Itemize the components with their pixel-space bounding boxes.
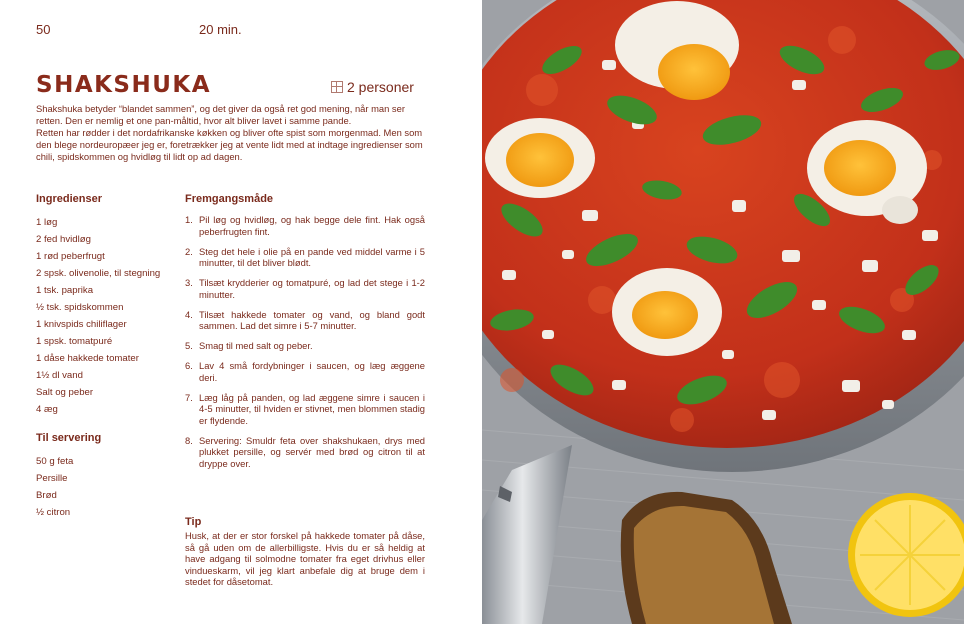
step-number: 5. bbox=[185, 340, 193, 351]
step-text: Pil løg og hvidløg, og hak begge dele fint. Hak også peberfrugten fint. bbox=[199, 214, 425, 237]
ingredient-item: 1 knivspids chiliflager bbox=[36, 319, 127, 330]
intro-paragraph: Retten har rødder i det nordafrikanske køkken og bliver ofte spist som morgenmad. Men som den blege nordeuropæer jeg er, foretrækker jeg at vente lidt med at indtage ingredienser som chili, spidskommen og hvidløg til lidt op ad dagen. bbox=[36, 127, 423, 162]
method-step bbox=[185, 360, 425, 383]
serving-item: ½ citron bbox=[36, 507, 71, 518]
step-text: Steg det hele i olie på en pande ved middel varme i 5 minutter, til det bliver blødt. bbox=[199, 245, 425, 268]
step-number: 8. bbox=[185, 434, 193, 446]
method-step bbox=[185, 435, 425, 470]
ingredients-list bbox=[36, 214, 181, 418]
servings-icon bbox=[331, 81, 343, 93]
egg bbox=[485, 118, 595, 198]
method-step bbox=[185, 309, 425, 332]
ingredient-item: 1 løg bbox=[36, 217, 58, 228]
ingredient-item: ½ tsk. spidskommen bbox=[36, 302, 124, 313]
serving-item: Persille bbox=[36, 473, 68, 484]
step-number: 1. bbox=[185, 214, 193, 225]
method-step bbox=[185, 277, 425, 300]
step-number: 7. bbox=[185, 391, 193, 403]
servings bbox=[331, 79, 414, 95]
ingredient-item: 2 spsk. olivenolie, til stegning bbox=[36, 268, 161, 279]
ingredient-item: 1 spsk. tomatpuré bbox=[36, 336, 113, 347]
step-text: Servering: Smuldr feta over shakshukaen, drys med plukket persille, og servér med brød og citron til at dryppe over. bbox=[199, 434, 425, 469]
intro-paragraph: Shakshuka betyder “blandet sammen”, og det giver da også ret god mening, når man ser retten. Den er nemlig et one pan-måltid, hvor alt bliver lavet i samme pande. bbox=[36, 103, 405, 126]
ingredient-item: 1½ dl vand bbox=[36, 370, 83, 381]
method-step bbox=[185, 214, 425, 237]
serving-list bbox=[36, 453, 181, 521]
ingredient-item: 1 tsk. paprika bbox=[36, 285, 94, 296]
step-text: Læg låg på panden, og lad æggene simre i saucen i 4-5 minutter, til hviden er stivnet, men blommen stadig er flydende. bbox=[199, 391, 425, 426]
egg bbox=[612, 268, 722, 356]
ingredient-item: 1 rød peberfrugt bbox=[36, 251, 105, 262]
serving-heading: Til servering bbox=[36, 432, 102, 444]
step-number: 3. bbox=[185, 277, 193, 288]
step-text: Lav 4 små fordybninger i saucen, og læg æggene deri. bbox=[199, 360, 425, 383]
method-step bbox=[185, 392, 425, 427]
ingredient-item: 4 æg bbox=[36, 404, 58, 415]
page-number: 50 bbox=[36, 22, 51, 37]
serving-item: Brød bbox=[36, 490, 57, 501]
step-text: Tilsæt krydderier og tomatpuré, og lad det stege i 1-2 minutter. bbox=[199, 277, 425, 300]
ingredients-section bbox=[36, 193, 181, 521]
ingredient-item: Salt og peber bbox=[36, 387, 94, 398]
recipe-title: SHAKSHUKA bbox=[36, 72, 212, 98]
recipe-photo bbox=[482, 0, 964, 624]
servings-label: 2 personer bbox=[347, 79, 414, 95]
intro-text bbox=[36, 103, 428, 163]
method-section bbox=[185, 193, 425, 478]
step-number: 2. bbox=[185, 245, 193, 257]
step-text: Tilsæt hakkede tomater og vand, og bland godt sammen. Lad det simre i 5-7 minutter. bbox=[199, 308, 425, 331]
step-text: Smag til med salt og peber. bbox=[199, 340, 313, 351]
method-heading: Fremgangsmåde bbox=[185, 193, 274, 205]
step-number: 6. bbox=[185, 360, 193, 371]
ingredient-item: 1 dåse hakkede tomater bbox=[36, 353, 139, 364]
method-step bbox=[185, 340, 425, 352]
ingredient-item: 2 fed hvidløg bbox=[36, 234, 91, 245]
method-step bbox=[185, 246, 425, 269]
serving-item: 50 g feta bbox=[36, 456, 74, 467]
ingredients-heading: Ingredienser bbox=[36, 193, 103, 205]
tip-section bbox=[185, 516, 425, 588]
step-number: 4. bbox=[185, 308, 193, 320]
method-steps bbox=[185, 214, 425, 469]
tip-heading: Tip bbox=[185, 516, 202, 528]
prep-time: 20 min. bbox=[199, 22, 242, 37]
tip-text: Husk, at der er stor forskel på hakkede tomater på dåse, så gå uden om de allerbilligste. Hvis du er så heldig at have adgang til solmodne tomater fra eget drivhus eller vindueskarm, vil jeg klart anbefale dig at bruge dem i stedet for dåsetomat. bbox=[185, 530, 425, 587]
